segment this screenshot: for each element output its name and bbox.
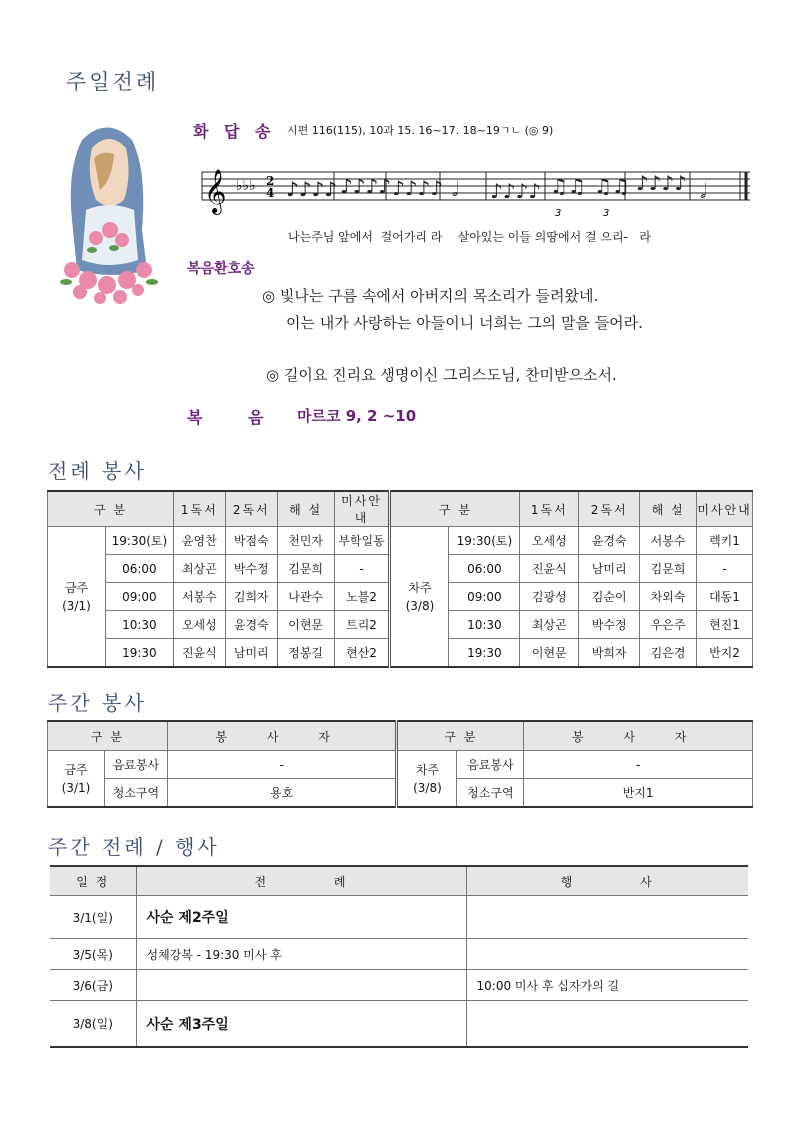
svg-text:♪♪♪♪: ♪♪♪♪ [490, 179, 542, 203]
table-header-row [48, 721, 753, 751]
table-row [48, 527, 753, 555]
svg-text:♪♪♪♪: ♪♪♪♪ [340, 174, 392, 198]
table-cell: 현산2 [334, 639, 390, 668]
table-cell: 진윤식 [520, 555, 579, 583]
table-cell: 렉키1 [697, 527, 753, 555]
table-cell: 대동1 [697, 583, 753, 611]
table-cell: 정봉길 [277, 639, 334, 668]
table-row [50, 1001, 748, 1048]
svg-text:♪♪♪♪: ♪♪♪♪ [286, 177, 338, 201]
table-row [50, 896, 748, 939]
table-cell: 19:30 [449, 639, 520, 668]
table-cell: 10:30 [105, 611, 173, 639]
table-header-row [48, 491, 753, 527]
col-header: 행 사 [466, 866, 748, 896]
svg-text:♭♭♭: ♭♭♭ [236, 178, 256, 194]
table-cell: - [334, 555, 390, 583]
col-header: 해 설 [640, 491, 697, 527]
table-cell: 음료봉사 [104, 751, 167, 779]
svg-text:2: 2 [266, 174, 275, 188]
col-header: 미사안내 [697, 491, 753, 527]
table-cell: 우은주 [640, 611, 697, 639]
svg-text:𝅗𝅥: 𝅗𝅥 [452, 177, 459, 201]
table-cell: 김희자 [225, 583, 277, 611]
col-header: 2독서 [579, 491, 640, 527]
weekly-service-table [47, 720, 753, 808]
table-cell: 김문희 [277, 555, 334, 583]
table-cell: 윤경숙 [579, 527, 640, 555]
table-cell: 최상곤 [173, 555, 225, 583]
col-header: 2독서 [225, 491, 277, 527]
col-header: 1독서 [520, 491, 579, 527]
table-cell: 김은경 [640, 639, 697, 668]
table-cell: 윤경숙 [225, 611, 277, 639]
table-cell: 서봉수 [173, 583, 225, 611]
table-cell: 10:30 [449, 611, 520, 639]
song-lyrics: 나는주님 앞에서 걸어가리 라 살아있는 이들 의땅에서 걸 으리- 라 [288, 230, 651, 244]
table-cell: 3/1(일) [50, 896, 136, 939]
table-cell: 06:00 [449, 555, 520, 583]
table-cell: 트리2 [334, 611, 390, 639]
col-header: 1독서 [173, 491, 225, 527]
table-cell: 오세성 [520, 527, 579, 555]
col-header: 전 례 [136, 866, 466, 896]
table-cell: 사순 제3주일 [136, 1001, 466, 1048]
table-cell: 박점숙 [225, 527, 277, 555]
svg-text:♪♪♪♪: ♪♪♪♪ [636, 171, 688, 195]
table-cell: 진윤식 [173, 639, 225, 668]
table-cell [466, 896, 748, 939]
table-cell: 박수정 [579, 611, 640, 639]
svg-text:𝄞: 𝄞 [204, 169, 227, 213]
table-cell: 천민자 [277, 527, 334, 555]
hwadapsong-label: 화 답 송 [193, 122, 276, 141]
table-cell: 반지2 [697, 639, 753, 668]
table-row [48, 751, 753, 779]
svg-text:𝅗𝅥: 𝅗𝅥 [700, 179, 707, 203]
col-header: 해 설 [277, 491, 334, 527]
table-cell: 김순이 [579, 583, 640, 611]
gospel-reference: 마르코 9, 2 ~10 [297, 407, 417, 425]
liturgy-service-title: 전례 봉사 [48, 459, 147, 483]
svg-text:3: 3 [603, 208, 610, 219]
table-cell: 청소구역 [457, 779, 524, 808]
table-cell [466, 1001, 748, 1048]
acclamation-line-2: 이는 내가 사랑하는 아들이니 너희는 그의 말을 들어라. [286, 314, 643, 332]
col-header: 구 분 [48, 491, 174, 527]
col-header: 봉 사 자 [167, 721, 397, 751]
gospel-label: 복 음 [187, 408, 264, 427]
table-cell: 이현문 [277, 611, 334, 639]
table-cell: 윤영찬 [173, 527, 225, 555]
table-cell: 남미리 [579, 555, 640, 583]
mary-illustration [52, 120, 162, 305]
svg-text:♪♪♪♪: ♪♪♪♪ [392, 176, 444, 200]
table-cell: 현진1 [697, 611, 753, 639]
table-cell: 19:30(토) [105, 527, 173, 555]
weekly-service-title: 주간 봉사 [48, 691, 147, 715]
svg-text:♫♫: ♫♫ [550, 174, 586, 198]
group-this-week: 금주 (3/1) [48, 751, 105, 808]
table-row [50, 970, 748, 1001]
table-cell: - [697, 555, 753, 583]
col-header: 구 분 [390, 491, 520, 527]
table-cell: 음료봉사 [457, 751, 524, 779]
table-cell: 김문희 [640, 555, 697, 583]
table-cell: 06:00 [105, 555, 173, 583]
gospel-acclamation-label: 복음환호송 [187, 261, 255, 277]
table-cell: 노블2 [334, 583, 390, 611]
table-cell: 청소구역 [104, 779, 167, 808]
table-cell: - [167, 751, 397, 779]
col-header: 구 분 [397, 721, 524, 751]
table-cell: 박희자 [579, 639, 640, 668]
svg-text:3: 3 [555, 208, 562, 219]
table-cell: 09:00 [105, 583, 173, 611]
page-title: 주일전례 [66, 70, 160, 94]
table-cell: 반지1 [524, 779, 753, 808]
table-cell: 사순 제2주일 [136, 896, 466, 939]
col-header: 미사안내 [334, 491, 390, 527]
acclamation-line-3: ◎ 길이요 진리요 생명이신 그리스도님, 찬미받으소서. [266, 366, 617, 384]
svg-text:♫♫: ♫♫ [594, 174, 630, 198]
col-header: 구 분 [48, 721, 168, 751]
table-cell: 이현문 [520, 639, 579, 668]
col-header: 일 정 [50, 866, 136, 896]
table-header-row [50, 866, 748, 896]
table-cell: 박수정 [225, 555, 277, 583]
table-cell: 19:30 [105, 639, 173, 668]
table-cell: 10:00 미사 후 십자가의 길 [466, 970, 748, 1001]
svg-text:4: 4 [266, 186, 275, 200]
table-cell: 김광성 [520, 583, 579, 611]
col-header: 봉 사 자 [524, 721, 753, 751]
table-cell: 3/6(금) [50, 970, 136, 1001]
group-next-week: 차주 (3/8) [390, 527, 449, 668]
table-cell: 19:30(토) [449, 527, 520, 555]
table-cell: 부학일동 [334, 527, 390, 555]
weekly-events-title: 주간 전례 / 행사 [48, 835, 220, 859]
table-cell: 나관수 [277, 583, 334, 611]
table-row [50, 939, 748, 970]
table-cell: - [524, 751, 753, 779]
table-cell: 3/8(일) [50, 1001, 136, 1048]
group-next-week: 차주 (3/8) [397, 751, 457, 808]
table-cell [466, 939, 748, 970]
table-cell [136, 970, 466, 1001]
table-cell: 서봉수 [640, 527, 697, 555]
table-cell: 오세성 [173, 611, 225, 639]
table-cell: 남미리 [225, 639, 277, 668]
weekly-events-table [50, 865, 748, 1048]
acclamation-line-1: ◎ 빛나는 구름 속에서 아버지의 목소리가 들려왔네. [262, 287, 599, 305]
table-cell: 성체강복 - 19:30 미사 후 [136, 939, 466, 970]
liturgy-service-table [47, 490, 753, 668]
music-staff [200, 160, 752, 220]
table-cell: 최상곤 [520, 611, 579, 639]
table-cell: 용호 [167, 779, 397, 808]
table-cell: 3/5(목) [50, 939, 136, 970]
table-cell: 09:00 [449, 583, 520, 611]
table-cell: 차외숙 [640, 583, 697, 611]
hwadapsong-reference: 시편 116(115), 10과 15. 16~17. 18~19ㄱㄴ (◎ 9) [287, 124, 554, 137]
group-this-week: 금주 (3/1) [48, 527, 106, 668]
